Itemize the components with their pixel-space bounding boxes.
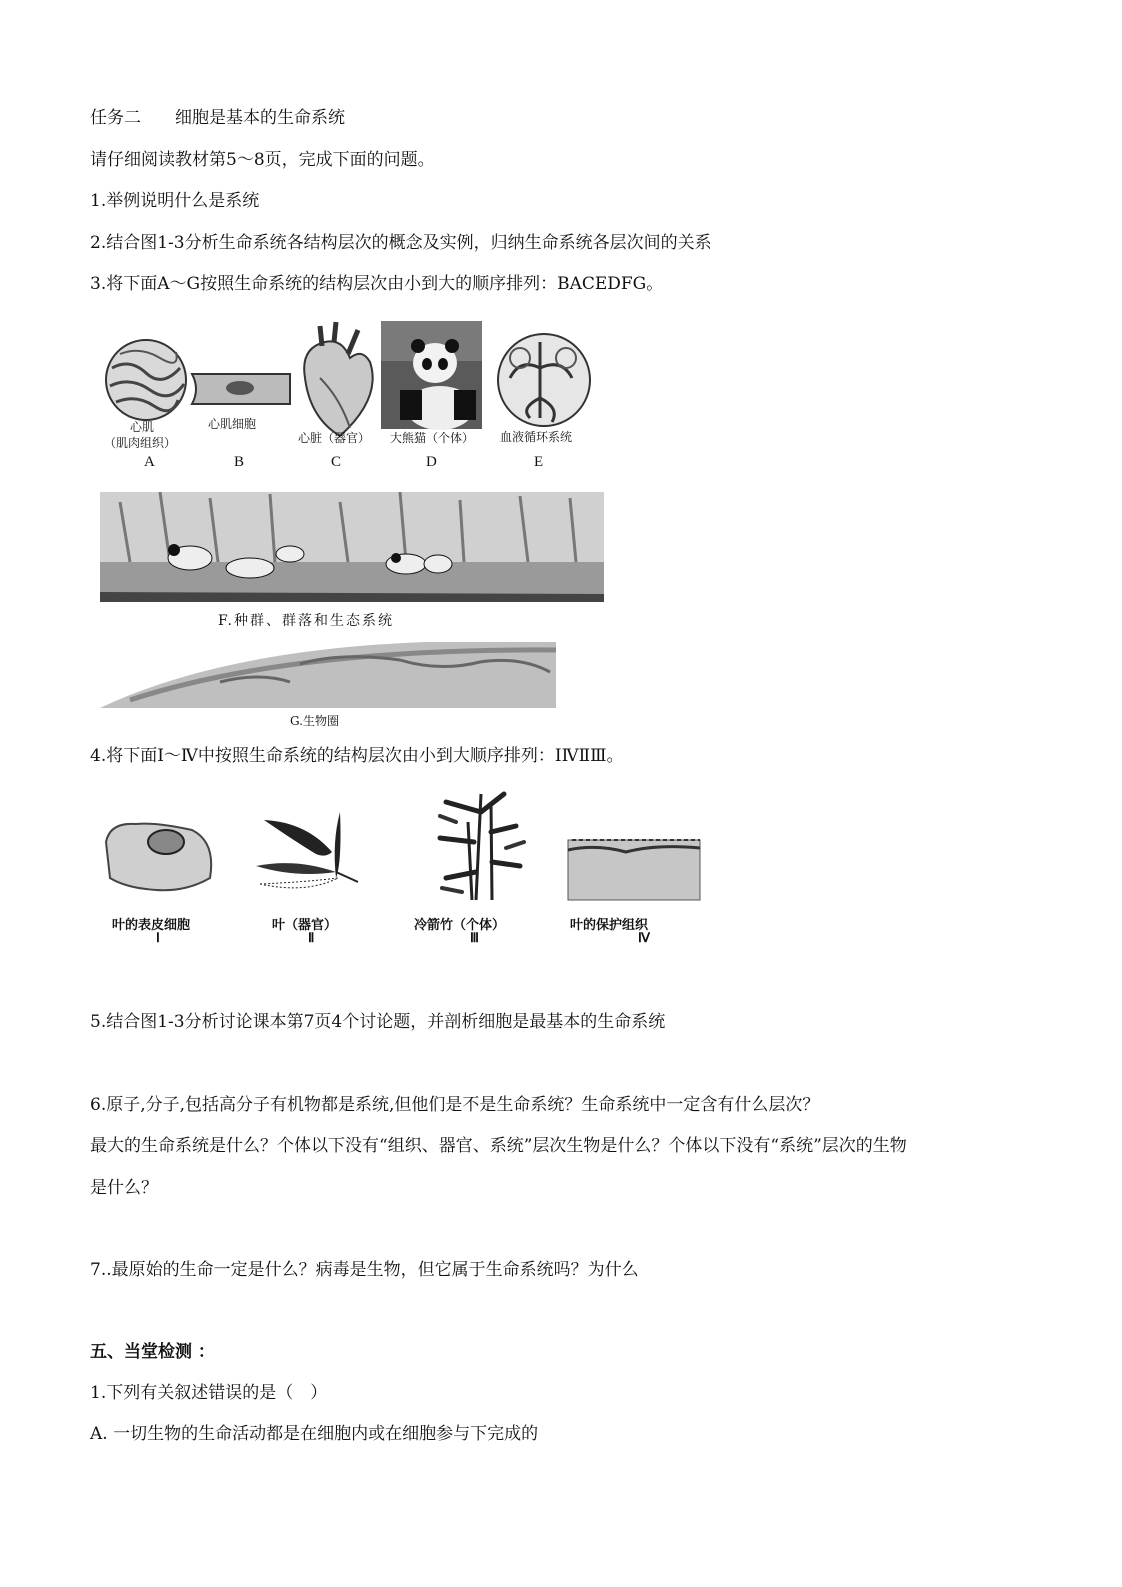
caption-a-line2: （肌肉组织） <box>104 436 177 450</box>
figure-levels-i-iv <box>96 782 726 952</box>
caption-i: 叶的表皮细胞 <box>112 918 191 933</box>
leaf-protective-tissue-image <box>568 840 700 900</box>
figure-a-e-images <box>100 318 600 478</box>
caption-iv: 叶的保护组织 <box>570 918 649 933</box>
letter-a: A <box>144 454 155 470</box>
bamboo-plant-image <box>440 794 524 900</box>
figure-i-iv-images <box>96 782 726 902</box>
leaf-organ-image <box>256 812 358 888</box>
question-6-line3: 是什么？ <box>90 1178 158 1198</box>
task-heading: 任务二 细胞是基本的生命系统 <box>90 108 345 128</box>
caption-a-line1: 心肌 <box>130 420 155 434</box>
question-2: 2.结合图1-3分析生命系统各结构层次的概念及实例，归纳生命系统各层次间的关系 <box>90 233 712 253</box>
letter-c: C <box>331 454 342 470</box>
caption-iii: 冷箭竹（个体） <box>414 918 506 933</box>
caption-f: F.种群、群落和生态系统 <box>218 613 394 629</box>
roman-ii: Ⅱ <box>308 930 315 945</box>
figure-biosphere <box>100 642 560 726</box>
circulatory-system-image <box>498 334 590 426</box>
instruction: 请仔细阅读教材第5～8页，完成下面的问题。 <box>90 150 435 170</box>
caption-b: 心肌细胞 <box>208 417 257 431</box>
cardiac-cell-image <box>192 374 290 404</box>
biosphere-image <box>100 642 560 714</box>
ecosystem-image <box>100 492 604 608</box>
panda-image <box>381 321 482 430</box>
test-question-1: 1.下列有关叙述错误的是（ ） <box>90 1383 328 1403</box>
question-6-line1: 6.原子,分子,包括高分子有机物都是系统,但他们是不是生命系统？生命系统中一定含有什么层次？ <box>90 1095 820 1115</box>
roman-iii: Ⅲ <box>470 930 479 945</box>
caption-e: 血液循环系统 <box>500 430 573 444</box>
question-3: 3.将下面A～G按照生命系统的结构层次由小到大的顺序排列：BACEDFG。 <box>90 274 664 294</box>
roman-i: Ⅰ <box>156 930 160 945</box>
question-4: 4.将下面Ⅰ～Ⅳ中按照生命系统的结构层次由小到大顺序排列：ⅠⅣⅡⅢ。 <box>90 746 624 766</box>
question-6-line2: 最大的生命系统是什么？个体以下没有“组织、器官、系统”层次生物是什么？个体以下没有“系统”层次的生物 <box>90 1136 907 1156</box>
letter-d: D <box>426 454 437 470</box>
caption-g: G.生物圈 <box>290 714 339 728</box>
caption-c: 心脏（器官） <box>298 431 371 445</box>
caption-d: 大熊猫（个体） <box>390 431 475 445</box>
question-7: 7..最原始的生命一定是什么？病毒是生物，但它属于生命系统吗？为什么 <box>90 1260 639 1280</box>
roman-iv: Ⅳ <box>638 930 650 945</box>
figure-ecosystem <box>100 492 604 632</box>
cardiac-muscle-image <box>106 340 186 420</box>
question-5: 5.结合图1-3分析讨论课本第7页4个讨论题，并剖析细胞是最基本的生命系统 <box>90 1012 666 1032</box>
letter-b: B <box>234 454 245 470</box>
letter-e: E <box>534 454 544 470</box>
heart-image <box>304 322 372 436</box>
figure-levels-a-e <box>100 318 600 478</box>
caption-ii: 叶（器官） <box>272 918 338 933</box>
option-a: A. 一切生物的生命活动都是在细胞内或在细胞参与下完成的 <box>90 1424 539 1444</box>
question-1: 1.举例说明什么是系统 <box>90 191 260 211</box>
leaf-epidermal-cell-image <box>106 824 211 891</box>
section-heading: 五、当堂检测 ： <box>90 1342 215 1362</box>
